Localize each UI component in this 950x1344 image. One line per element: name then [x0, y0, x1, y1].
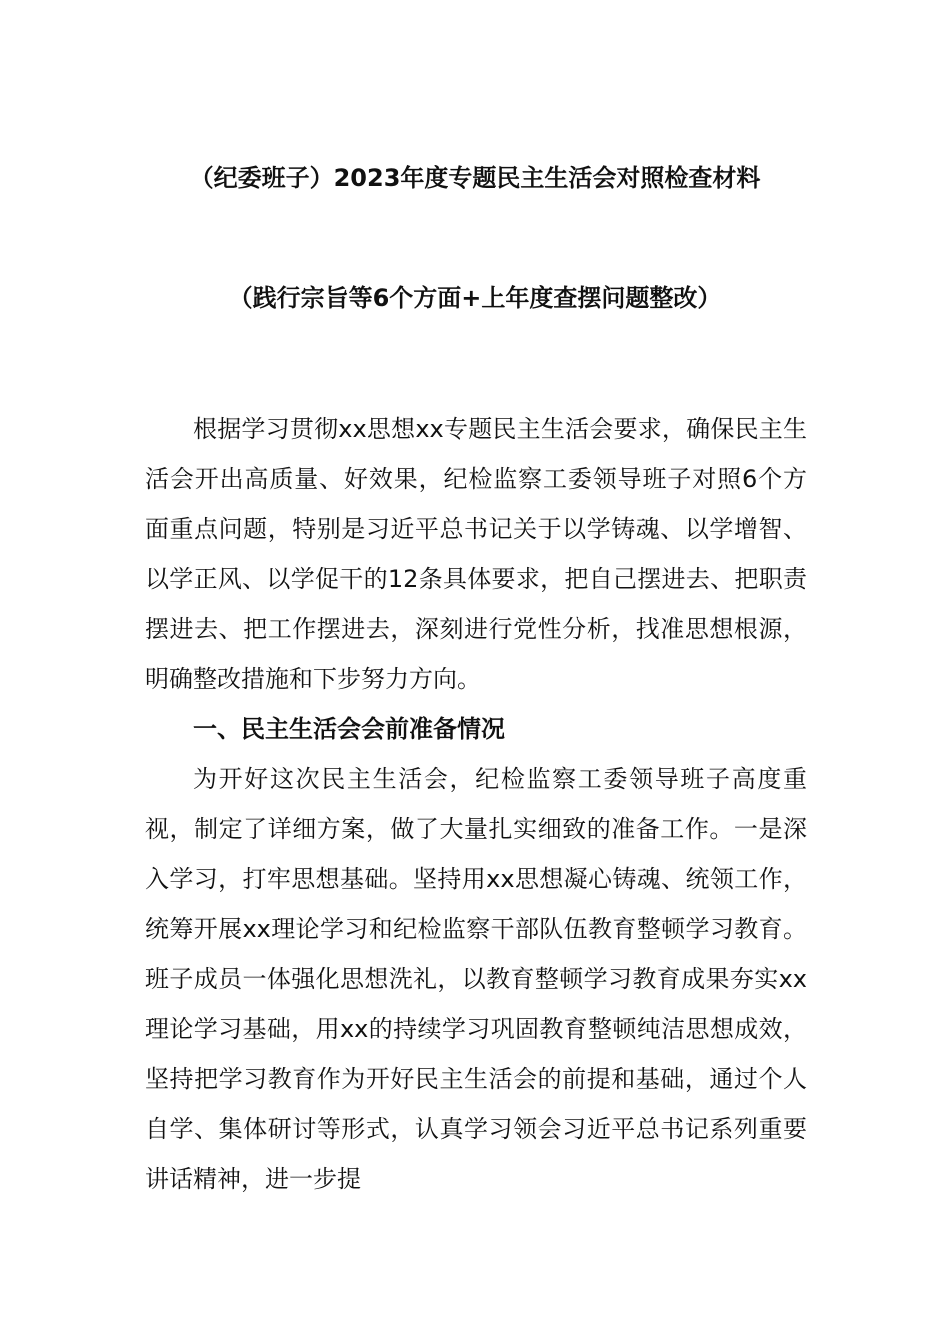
- intro-paragraph: 根据学习贯彻xx思想xx专题民主生活会要求，确保民主生活会开出高质量、好效果，纪检监察工委领导班子对照6个方面重点问题，特别是习近平总书记关于以学铸魂、以学增智、以学正风、以学促干的12条具体要求，把自己摆进去、把职责摆进去、把工作摆进去，深刻进行党性分析，找准思想根源，明确整改措施和下步努力方向。: [145, 415, 807, 693]
- document-title: （纪委班子）2023年度专题民主生活会对照检查材料: [189, 164, 761, 192]
- section-paragraph: 为开好这次民主生活会，纪检监察工委领导班子高度重视，制定了详细方案，做了大量扎实细致的准备工作。一是深入学习，打牢思想基础。坚持用xx思想凝心铸魂、统领工作，统筹开展xx理论学习和纪检监察干部队伍教育整顿学习教育。班子成员一体强化思想洗礼，以教育整顿学习教育成果夯实xx理论学习基础，用xx的持续学习巩固教育整顿纯洁思想成效，坚持把学习教育作为开好民主生活会的前提和基础，通过个人自学、集体研讨等形式，认真学习领会习近平总书记系列重要讲话精神，进一步提: [145, 765, 807, 1193]
- section-heading: 一、民主生活会会前准备情况: [193, 715, 505, 743]
- document-subtitle: （践行宗旨等6个方面+上年度查摆问题整改）: [228, 284, 722, 312]
- document-body: [145, 404, 807, 1204]
